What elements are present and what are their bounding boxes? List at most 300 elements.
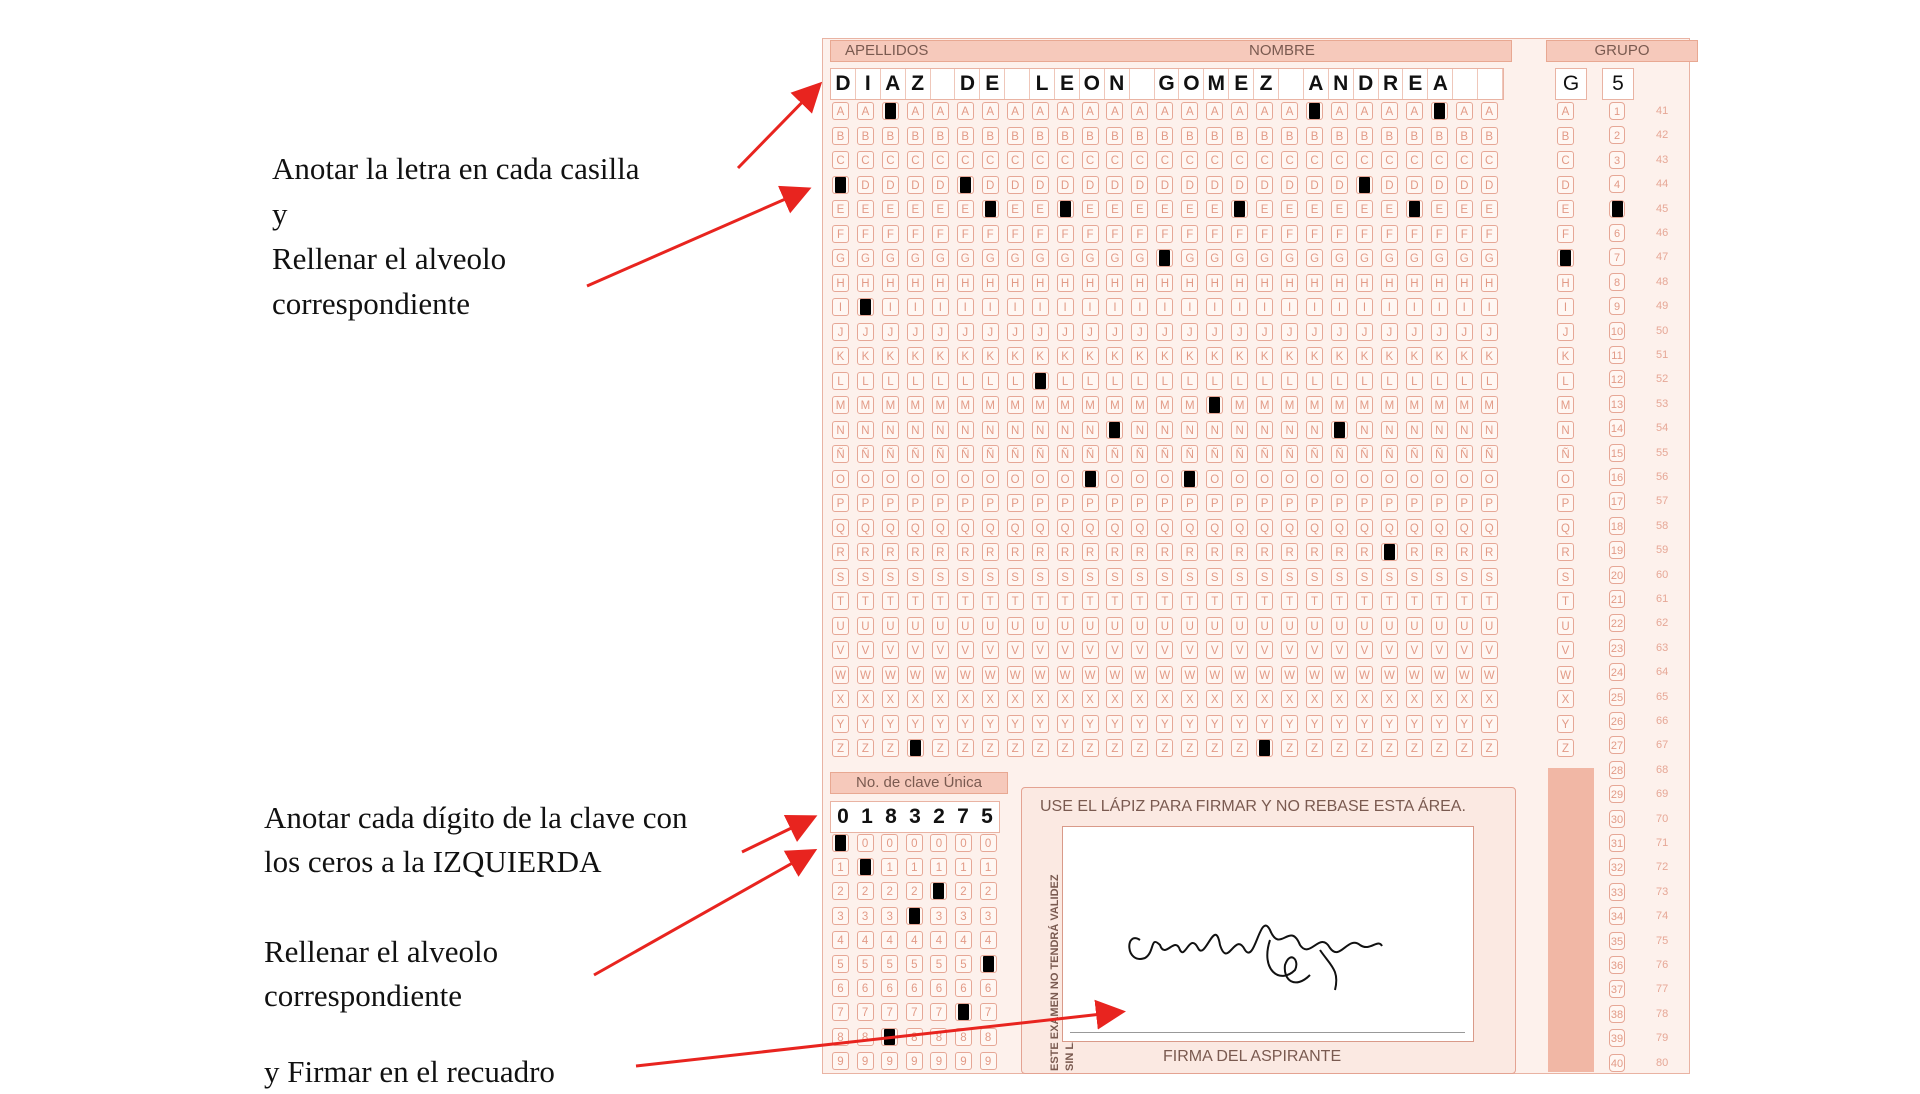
name-bubble[interactable]: U (1431, 617, 1448, 635)
name-bubble[interactable]: I (1106, 298, 1123, 316)
name-bubble[interactable]: V (1206, 641, 1223, 659)
name-bubble[interactable]: C (1131, 151, 1148, 169)
name-bubble[interactable]: G (1206, 249, 1223, 267)
name-bubble[interactable]: B (1431, 127, 1448, 145)
name-bubble[interactable]: G (1431, 249, 1448, 267)
name-bubble[interactable]: S (1306, 568, 1323, 586)
name-bubble[interactable]: G (1256, 249, 1273, 267)
name-bubble[interactable]: F (932, 225, 949, 243)
grupo-number-bubble[interactable]: 38 (1609, 1005, 1625, 1023)
name-bubble[interactable]: T (1131, 592, 1148, 610)
name-bubble[interactable]: S (1131, 568, 1148, 586)
name-bubble[interactable]: I (907, 298, 924, 316)
name-bubble[interactable]: V (932, 641, 949, 659)
grupo-number-bubble[interactable]: 6 (1609, 224, 1625, 242)
name-bubble[interactable]: J (1331, 323, 1348, 341)
name-bubble[interactable]: G (1057, 249, 1074, 267)
name-bubble[interactable]: Y (1281, 715, 1298, 733)
name-bubble[interactable]: P (1032, 494, 1049, 512)
name-bubble[interactable]: F (1406, 225, 1423, 243)
name-bubble[interactable]: X (1431, 690, 1448, 708)
name-bubble[interactable]: P (1106, 494, 1123, 512)
clave-bubble[interactable]: 4 (980, 931, 997, 949)
name-bubble[interactable]: P (1381, 494, 1398, 512)
name-bubble[interactable]: N (1281, 421, 1298, 439)
name-bubble[interactable]: T (1106, 592, 1123, 610)
name-bubble[interactable]: R (1057, 543, 1074, 561)
name-bubble[interactable]: K (1231, 347, 1248, 365)
name-bubble[interactable]: B (1331, 127, 1348, 145)
name-bubble[interactable]: N (1131, 421, 1148, 439)
name-bubble[interactable]: H (1032, 274, 1049, 292)
name-bubble[interactable]: Y (1331, 715, 1348, 733)
name-bubble[interactable]: O (1306, 470, 1323, 488)
grupo-number-bubble[interactable]: 21 (1609, 590, 1625, 608)
name-letter-box[interactable]: D (831, 69, 856, 99)
name-bubble[interactable]: U (1356, 617, 1373, 635)
grupo-letter-bubble[interactable]: H (1557, 274, 1574, 292)
name-bubble[interactable]: L (832, 372, 849, 390)
clave-bubble[interactable]: 3 (930, 907, 947, 925)
grupo-letter-bubble[interactable]: S (1557, 568, 1574, 586)
name-bubble[interactable]: G (1481, 249, 1498, 267)
name-bubble[interactable]: P (1007, 494, 1024, 512)
name-bubble[interactable]: M (957, 396, 974, 414)
name-bubble[interactable]: U (1381, 617, 1398, 635)
name-bubble[interactable]: K (932, 347, 949, 365)
grupo-letter-bubble[interactable]: M (1557, 396, 1574, 414)
name-bubble[interactable]: X (1131, 690, 1148, 708)
name-bubble[interactable]: N (1231, 421, 1248, 439)
name-bubble[interactable]: X (957, 690, 974, 708)
name-bubble[interactable]: E (882, 200, 899, 218)
name-bubble[interactable]: Y (1231, 715, 1248, 733)
name-bubble[interactable]: V (1057, 641, 1074, 659)
name-bubble[interactable]: I (1456, 298, 1473, 316)
name-bubble[interactable]: C (1356, 151, 1373, 169)
name-bubble[interactable]: V (1356, 641, 1373, 659)
name-bubble[interactable]: A (957, 102, 974, 120)
name-bubble[interactable]: F (957, 225, 974, 243)
name-bubble[interactable]: X (1281, 690, 1298, 708)
name-bubble[interactable]: Ñ (1431, 445, 1448, 463)
name-bubble[interactable]: Q (1057, 519, 1074, 537)
name-bubble[interactable]: O (1481, 470, 1498, 488)
name-bubble[interactable]: J (1481, 323, 1498, 341)
name-bubble[interactable]: R (1032, 543, 1049, 561)
name-bubble[interactable]: K (1456, 347, 1473, 365)
name-bubble[interactable]: O (1331, 470, 1348, 488)
name-bubble[interactable]: M (932, 396, 949, 414)
name-bubble[interactable]: R (1007, 543, 1024, 561)
name-bubble[interactable]: W (1456, 666, 1473, 684)
name-bubble[interactable]: L (1356, 372, 1373, 390)
name-bubble[interactable]: N (1206, 421, 1223, 439)
name-bubble[interactable]: M (1057, 396, 1074, 414)
name-bubble[interactable]: T (1007, 592, 1024, 610)
name-bubble[interactable]: M (1431, 396, 1448, 414)
name-bubble[interactable]: I (1356, 298, 1373, 316)
name-bubble[interactable]: B (1007, 127, 1024, 145)
clave-bubble[interactable]: 7 (832, 1003, 849, 1021)
grupo-letter-bubble[interactable]: R (1557, 543, 1574, 561)
name-bubble[interactable]: O (857, 470, 874, 488)
name-bubble[interactable]: A (1181, 102, 1198, 120)
name-bubble[interactable]: C (1206, 151, 1223, 169)
name-bubble[interactable]: E (857, 200, 874, 218)
clave-bubble[interactable]: 0 (980, 834, 997, 852)
name-bubble[interactable]: A (1331, 102, 1348, 120)
name-bubble[interactable]: R (1106, 543, 1123, 561)
name-bubble[interactable]: M (857, 396, 874, 414)
clave-bubble[interactable]: 6 (980, 979, 997, 997)
name-bubble[interactable]: T (932, 592, 949, 610)
name-bubble[interactable]: Y (1032, 715, 1049, 733)
name-bubble[interactable]: X (982, 690, 999, 708)
name-bubble[interactable]: R (1306, 543, 1323, 561)
name-bubble[interactable]: V (832, 641, 849, 659)
name-bubble[interactable]: Ñ (1032, 445, 1049, 463)
name-bubble[interactable]: M (1481, 396, 1498, 414)
name-bubble[interactable]: V (907, 641, 924, 659)
name-bubble[interactable]: A (982, 102, 999, 120)
grupo-number-bubble[interactable]: 14 (1609, 419, 1625, 437)
name-bubble[interactable]: Q (982, 519, 999, 537)
name-bubble[interactable]: S (1231, 568, 1248, 586)
name-bubble[interactable]: T (857, 592, 874, 610)
name-bubble[interactable]: E (907, 200, 924, 218)
grupo-number-bubble[interactable]: 18 (1609, 517, 1625, 535)
name-bubble[interactable]: D (857, 176, 874, 194)
name-bubble[interactable]: P (1206, 494, 1223, 512)
name-bubble[interactable]: R (1082, 543, 1099, 561)
name-bubble[interactable]: X (1406, 690, 1423, 708)
clave-bubble[interactable]: 8 (832, 1028, 849, 1046)
name-bubble[interactable]: F (1131, 225, 1148, 243)
name-bubble[interactable]: Z (1032, 739, 1049, 757)
grupo-number-bubble[interactable]: 17 (1609, 492, 1625, 510)
name-bubble[interactable]: G (1181, 249, 1198, 267)
name-bubble[interactable]: T (1156, 592, 1173, 610)
name-bubble[interactable]: J (932, 323, 949, 341)
name-bubble[interactable]: D (1456, 176, 1473, 194)
name-bubble[interactable]: I (1057, 298, 1074, 316)
name-bubble[interactable]: V (1256, 641, 1273, 659)
name-bubble[interactable]: I (957, 298, 974, 316)
name-bubble[interactable]: K (1381, 347, 1398, 365)
name-bubble[interactable]: P (1057, 494, 1074, 512)
name-bubble[interactable]: G (1306, 249, 1323, 267)
grupo-letter-bubble[interactable]: X (1557, 690, 1574, 708)
name-bubble[interactable]: A (1206, 102, 1223, 120)
clave-bubble[interactable]: 0 (955, 834, 972, 852)
name-bubble[interactable]: H (1381, 274, 1398, 292)
name-bubble[interactable]: G (932, 249, 949, 267)
name-bubble[interactable]: D (1007, 176, 1024, 194)
name-bubble[interactable]: K (1057, 347, 1074, 365)
name-letter-box[interactable]: M (1204, 69, 1229, 99)
name-bubble[interactable]: U (832, 617, 849, 635)
name-bubble[interactable]: Z (1131, 739, 1148, 757)
clave-bubble[interactable]: 7 (857, 1003, 874, 1021)
name-bubble[interactable]: N (1156, 421, 1173, 439)
name-bubble[interactable]: Z (1082, 739, 1099, 757)
name-bubble[interactable]: O (1356, 470, 1373, 488)
name-bubble[interactable]: Q (1256, 519, 1273, 537)
name-bubble[interactable]: P (832, 494, 849, 512)
clave-bubble[interactable]: 4 (930, 931, 947, 949)
name-bubble[interactable]: Z (1281, 739, 1298, 757)
clave-digit-box[interactable]: 0 (837, 805, 849, 828)
name-bubble[interactable]: Ñ (1231, 445, 1248, 463)
clave-bubble[interactable]: 1 (980, 858, 997, 876)
name-bubble[interactable]: O (882, 470, 899, 488)
name-bubble[interactable]: C (907, 151, 924, 169)
clave-bubble[interactable]: 9 (980, 1052, 997, 1070)
name-bubble[interactable]: G (1231, 249, 1248, 267)
name-bubble[interactable]: O (982, 470, 999, 488)
name-bubble[interactable]: A (1256, 102, 1273, 120)
name-bubble[interactable]: M (1356, 396, 1373, 414)
name-bubble[interactable]: B (1231, 127, 1248, 145)
name-bubble[interactable]: X (1331, 690, 1348, 708)
name-bubble[interactable]: U (1231, 617, 1248, 635)
grupo-number-bubble[interactable]: 11 (1609, 346, 1625, 364)
name-bubble[interactable]: L (1082, 372, 1099, 390)
name-bubble[interactable]: K (957, 347, 974, 365)
name-bubble[interactable]: Y (1381, 715, 1398, 733)
name-bubble[interactable]: K (882, 347, 899, 365)
name-bubble[interactable]: Z (1381, 739, 1398, 757)
name-letter-box[interactable]: D (955, 69, 980, 99)
name-bubble[interactable]: S (1331, 568, 1348, 586)
grupo-number-bubble[interactable]: 10 (1609, 322, 1625, 340)
name-bubble[interactable]: Y (1057, 715, 1074, 733)
name-bubble[interactable]: R (857, 543, 874, 561)
name-bubble[interactable]: R (1131, 543, 1148, 561)
name-bubble[interactable]: B (1381, 127, 1398, 145)
name-bubble[interactable]: Q (1032, 519, 1049, 537)
clave-bubble[interactable]: 5 (832, 955, 849, 973)
name-bubble[interactable]: E (932, 200, 949, 218)
name-bubble[interactable]: X (1032, 690, 1049, 708)
name-bubble[interactable]: R (1356, 543, 1373, 561)
name-bubble[interactable]: W (1007, 666, 1024, 684)
name-bubble[interactable]: Q (1007, 519, 1024, 537)
name-bubble[interactable]: T (982, 592, 999, 610)
name-bubble[interactable]: L (957, 372, 974, 390)
name-bubble[interactable]: X (1181, 690, 1198, 708)
name-bubble[interactable]: X (1057, 690, 1074, 708)
clave-bubble[interactable]: 2 (857, 882, 874, 900)
name-bubble[interactable]: Z (1431, 739, 1448, 757)
name-bubble[interactable]: Q (1181, 519, 1198, 537)
name-bubble[interactable]: R (1256, 543, 1273, 561)
name-bubble[interactable]: H (1231, 274, 1248, 292)
name-bubble[interactable]: Q (1156, 519, 1173, 537)
name-bubble[interactable]: J (907, 323, 924, 341)
name-bubble[interactable]: G (907, 249, 924, 267)
name-bubble[interactable]: J (1431, 323, 1448, 341)
name-bubble[interactable]: M (832, 396, 849, 414)
name-bubble[interactable]: Q (1481, 519, 1498, 537)
clave-bubble[interactable]: 7 (906, 1003, 923, 1021)
clave-digit-box[interactable]: 2 (933, 805, 945, 828)
clave-bubble[interactable]: 6 (906, 979, 923, 997)
clave-bubble[interactable]: 3 (980, 907, 997, 925)
clave-bubble[interactable]: 7 (930, 1003, 947, 1021)
name-bubble[interactable]: Y (1406, 715, 1423, 733)
name-bubble[interactable]: I (1431, 298, 1448, 316)
name-bubble[interactable]: Y (1256, 715, 1273, 733)
name-bubble[interactable]: J (1131, 323, 1148, 341)
name-bubble[interactable]: V (1231, 641, 1248, 659)
grupo-letter-box[interactable]: G (1555, 68, 1587, 100)
name-bubble[interactable]: L (932, 372, 949, 390)
name-bubble[interactable]: O (1406, 470, 1423, 488)
name-bubble[interactable]: D (1082, 176, 1099, 194)
name-bubble[interactable]: M (1231, 396, 1248, 414)
grupo-letter-bubble[interactable]: Q (1557, 519, 1574, 537)
name-bubble[interactable]: Z (832, 739, 849, 757)
name-bubble[interactable]: O (1131, 470, 1148, 488)
name-bubble[interactable]: J (1106, 323, 1123, 341)
name-bubble[interactable]: E (1156, 200, 1173, 218)
name-bubble[interactable]: P (907, 494, 924, 512)
name-letter-box[interactable]: E (1229, 69, 1254, 99)
name-bubble[interactable]: S (1181, 568, 1198, 586)
name-bubble[interactable]: Z (1406, 739, 1423, 757)
name-bubble[interactable]: O (1106, 470, 1123, 488)
name-letter-box[interactable]: R (1379, 69, 1404, 99)
name-bubble[interactable]: Q (907, 519, 924, 537)
name-bubble[interactable]: A (1456, 102, 1473, 120)
grupo-letter-bubble[interactable]: T (1557, 592, 1574, 610)
name-bubble[interactable]: J (832, 323, 849, 341)
name-bubble[interactable]: U (857, 617, 874, 635)
name-bubble[interactable]: M (1082, 396, 1099, 414)
name-bubble[interactable]: T (1281, 592, 1298, 610)
name-bubble[interactable]: I (1131, 298, 1148, 316)
name-bubble[interactable]: J (1082, 323, 1099, 341)
name-bubble[interactable]: N (1256, 421, 1273, 439)
name-bubble[interactable]: T (832, 592, 849, 610)
name-bubble[interactable]: Y (1206, 715, 1223, 733)
name-bubble[interactable]: T (1481, 592, 1498, 610)
name-bubble[interactable]: W (1406, 666, 1423, 684)
name-bubble[interactable]: B (1281, 127, 1298, 145)
name-bubble[interactable]: V (1481, 641, 1498, 659)
name-bubble[interactable]: X (1381, 690, 1398, 708)
name-letter-box[interactable]: A (881, 69, 906, 99)
clave-bubble[interactable]: 3 (857, 907, 874, 925)
name-bubble[interactable]: W (932, 666, 949, 684)
name-bubble[interactable]: V (857, 641, 874, 659)
name-bubble[interactable]: K (1131, 347, 1148, 365)
name-bubble[interactable]: H (907, 274, 924, 292)
name-bubble[interactable]: L (1306, 372, 1323, 390)
name-letter-box[interactable]: E (1055, 69, 1080, 99)
name-bubble[interactable]: F (1206, 225, 1223, 243)
grupo-letter-bubble[interactable]: C (1557, 151, 1574, 169)
name-bubble[interactable]: P (1431, 494, 1448, 512)
name-bubble[interactable]: T (1381, 592, 1398, 610)
name-bubble[interactable]: C (1256, 151, 1273, 169)
name-bubble[interactable]: Z (1356, 739, 1373, 757)
name-bubble[interactable]: Ñ (1381, 445, 1398, 463)
name-bubble[interactable]: Y (1306, 715, 1323, 733)
name-bubble[interactable]: Y (1106, 715, 1123, 733)
name-bubble[interactable]: C (1481, 151, 1498, 169)
name-bubble[interactable]: E (1481, 200, 1498, 218)
name-bubble[interactable]: I (932, 298, 949, 316)
name-bubble[interactable]: Q (1306, 519, 1323, 537)
grupo-number-bubble[interactable]: 35 (1609, 932, 1625, 950)
name-bubble[interactable]: D (1306, 176, 1323, 194)
name-bubble[interactable]: M (1281, 396, 1298, 414)
grupo-number-bubble[interactable]: 15 (1609, 444, 1625, 462)
name-bubble[interactable]: X (882, 690, 899, 708)
name-bubble[interactable]: K (1331, 347, 1348, 365)
name-bubble[interactable]: Ñ (832, 445, 849, 463)
name-bubble[interactable]: Ñ (1456, 445, 1473, 463)
name-bubble[interactable]: E (1181, 200, 1198, 218)
name-bubble[interactable]: M (1306, 396, 1323, 414)
grupo-letter-bubble[interactable]: Y (1557, 715, 1574, 733)
name-bubble[interactable]: X (1082, 690, 1099, 708)
name-bubble[interactable]: M (1456, 396, 1473, 414)
name-bubble[interactable]: Q (1231, 519, 1248, 537)
name-bubble[interactable]: T (1306, 592, 1323, 610)
name-bubble[interactable]: Q (1431, 519, 1448, 537)
name-bubble[interactable]: I (1206, 298, 1223, 316)
name-bubble[interactable]: O (1206, 470, 1223, 488)
grupo-number-bubble[interactable]: 20 (1609, 566, 1625, 584)
name-bubble[interactable]: C (957, 151, 974, 169)
clave-bubble[interactable]: 6 (955, 979, 972, 997)
name-bubble[interactable]: M (1131, 396, 1148, 414)
name-bubble[interactable]: A (1057, 102, 1074, 120)
name-bubble[interactable]: E (1206, 200, 1223, 218)
name-bubble[interactable]: F (1181, 225, 1198, 243)
name-bubble[interactable]: E (1007, 200, 1024, 218)
name-bubble[interactable]: G (1331, 249, 1348, 267)
name-bubble[interactable]: W (982, 666, 999, 684)
name-bubble[interactable]: O (1057, 470, 1074, 488)
name-letter-box[interactable]: Z (906, 69, 931, 99)
name-bubble[interactable]: L (1456, 372, 1473, 390)
name-bubble[interactable]: Y (957, 715, 974, 733)
clave-bubble[interactable]: 2 (881, 882, 898, 900)
name-bubble[interactable]: H (1057, 274, 1074, 292)
name-bubble[interactable]: Q (1131, 519, 1148, 537)
name-bubble[interactable]: Q (1456, 519, 1473, 537)
name-bubble[interactable]: S (1256, 568, 1273, 586)
name-bubble[interactable]: J (1206, 323, 1223, 341)
name-bubble[interactable]: H (1306, 274, 1323, 292)
name-bubble[interactable]: D (1481, 176, 1498, 194)
name-bubble[interactable]: S (1156, 568, 1173, 586)
name-letter-box[interactable]: N (1329, 69, 1354, 99)
name-bubble[interactable]: Ñ (1181, 445, 1198, 463)
name-bubble[interactable]: Y (907, 715, 924, 733)
grupo-number-bubble[interactable]: 37 (1609, 980, 1625, 998)
name-bubble[interactable]: S (1481, 568, 1498, 586)
name-bubble[interactable]: Q (1406, 519, 1423, 537)
name-bubble[interactable]: L (907, 372, 924, 390)
name-bubble[interactable]: O (907, 470, 924, 488)
name-bubble[interactable]: C (1032, 151, 1049, 169)
